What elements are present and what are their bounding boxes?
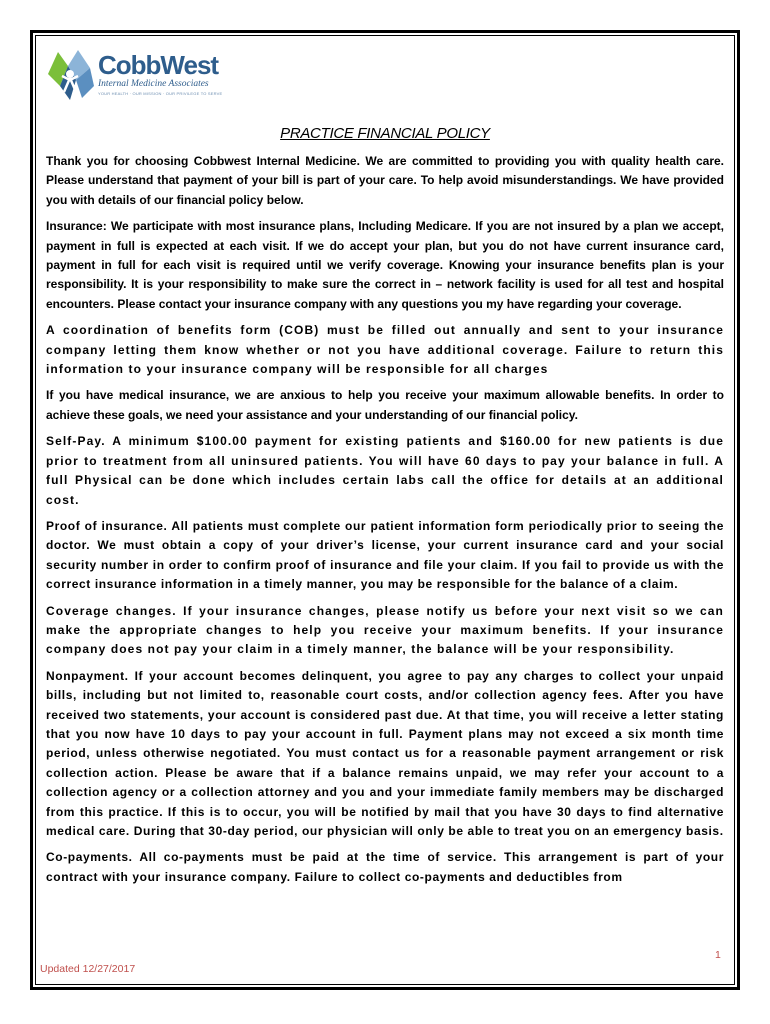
logo-subtitle: Internal Medicine Associates [98, 79, 209, 89]
self-pay-paragraph: Self-Pay. A minimum $100.00 payment for existing patients and $160.00 for new patients is due prior to treatment from all uninsured patients. You will have 60 days to pay your balance in full. A full Physical can be done which includes certain labs call the office for details at an additional cost. [46, 434, 724, 507]
proof-of-insurance-paragraph: Proof of insurance. All patients must complete our patient information form periodically prior to seeing the doctor. We must obtain a copy of your driver’s license, your current insurance card and your social security number in order to confirm proof of insurance and file your claim. If you fail to provide us with the correct insurance information in a timely manner, you may be responsible for the balance of a claim. [46, 518, 724, 592]
logo-name: CobbWest [98, 50, 219, 80]
nonpayment-paragraph: Nonpayment. If your account becomes delinquent, you agree to pay any charges to collect your unpaid bills, including but not limited to, reasonable court costs, and/or collection agency fees. After you have received two statements, your account is considered past due. At that time, you will receive a letter stating that you now have 10 days to pay your account in full. Payment plans may not exceed a six month time period, unless otherwise negotiated. You must contact us for a reasonable payment arrangement or risk collection action. Please be aware that if a balance remains unpaid, we may refer your account to a collection agency or a collection attorney and you and your immediate family members may be discharged from this practice. If this is to occur, you will be notified by mail that you have 30 days to find alternative medical care. During that 30-day period, our physician will only be able to treat you on an emergency basis. [46, 668, 724, 838]
logo-mark-icon [46, 46, 96, 102]
medical-insurance-paragraph: If you have medical insurance, we are anxious to help you receive your maximum allowable benefits. In order to achieve these goals, we need your assistance and your understanding of our financial policy. [46, 388, 724, 422]
co-payments-paragraph: Co-payments. All co-payments must be paid at the time of service. This arrangement is part of your contract with your insurance company. Failure to collect co-payments and deductibles from [46, 850, 724, 884]
document-title: PRACTICE FINANCIAL POLICY [280, 125, 490, 142]
coverage-changes-paragraph: Coverage changes. If your insurance changes, please notify us before your next visit so we can make the appropriate changes to help you receive your maximum benefits. If your insurance company does not pay your claim in a timely manner, the balance will be your responsibility. [46, 603, 724, 657]
insurance-paragraph: Insurance: We participate with most insurance plans, Including Medicare. If you are not insured by a plan we accept, payment in full is expected at each visit. If we do accept your plan, but you do not have current insurance card, payment in full for each visit is required until we verify coverage. Knowing your insurance benefits plan is your responsibility. It is your responsibility to make sure the correct in – network facility is used for all test and hospital encounters. Please contact your insurance company with any questions you my have regarding your coverage. [46, 219, 724, 311]
document-body [46, 152, 724, 894]
logo-tagline: YOUR HEALTH · OUR MISSION · OUR PRIVILEGE TO SERVE [98, 91, 223, 96]
cob-paragraph: A coordination of benefits form (COB) must be filled out annually and sent to your insurance company letting them know whether or not you have additional coverage. Failure to return this information to your insurance company will be responsible for all charges [46, 323, 724, 377]
cobbwest-logo [46, 46, 223, 102]
page-number: 1 [715, 949, 721, 961]
updated-date: Updated 12/27/2017 [40, 963, 136, 975]
intro-paragraph: Thank you for choosing Cobbwest Internal Medicine. We are committed to providing you with quality health care. Please understand that payment of your bill is part of your care. To help avoid misunderstandings. We have provided you with details of our financial policy below. [46, 154, 724, 207]
